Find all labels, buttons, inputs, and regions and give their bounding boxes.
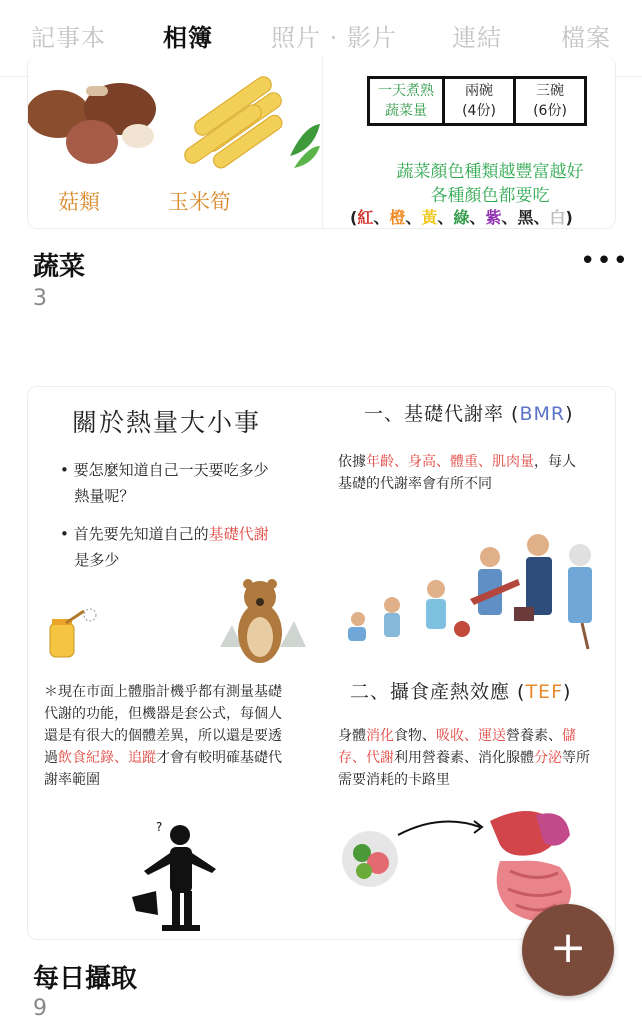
- note-line-4-pre: 過: [44, 750, 58, 766]
- table-row-label-1: 一天煮熟: [378, 83, 434, 99]
- album-cover-daily-intake[interactable]: [27, 386, 616, 940]
- honey-jar-icon: [46, 605, 102, 665]
- bullet-1-line-2: 熱量呢？: [74, 487, 135, 505]
- note-line-4: [44, 747, 314, 769]
- bmr-title-highlight: BMR: [519, 403, 566, 425]
- color-purple: 紫: [485, 208, 502, 227]
- baby-corn-illustration: [158, 70, 298, 170]
- tef-title-post: ): [563, 681, 572, 703]
- colors-separator: 、: [469, 208, 486, 227]
- tef-line-2-post: 等所: [562, 750, 590, 766]
- bullet-2-highlight: 基礎代謝: [208, 525, 269, 543]
- colors-separator: 、: [373, 208, 390, 227]
- bmr-line-1: [338, 451, 608, 473]
- tef-line-1: [338, 725, 608, 747]
- note-line-5: 謝率範圍: [44, 772, 100, 788]
- tab-albums[interactable]: 相簿: [163, 24, 213, 52]
- tef-line-2-mid: 利用營養素、消化腺體: [394, 750, 534, 766]
- colors-separator: 、: [405, 208, 422, 227]
- bullet-1-line-1: 要怎麼知道自己一天要吃多少: [73, 461, 269, 479]
- bmr-line-1-highlight: 年齡、身高、體重、肌肉量: [366, 454, 534, 470]
- tef-title: [350, 677, 571, 704]
- color-black: 黑: [517, 208, 534, 227]
- album-title[interactable]: 蔬菜: [33, 252, 86, 282]
- tef-line-1-highlight-1: 消化: [366, 728, 394, 744]
- table-three-bowls: 三碗: [536, 83, 564, 99]
- green-vegetable-illustration: [286, 116, 322, 176]
- tef-title-pre: 二、攝食產熱效應 (: [350, 681, 526, 703]
- bmr-description: [338, 451, 608, 495]
- vegetable-note-line-2: 各種顏色都要吃: [430, 186, 550, 206]
- tef-line-1-mid-2: 營養素、: [506, 728, 562, 744]
- bmr-line-2: 基礎的代謝率會有所不同: [338, 476, 492, 492]
- tef-description: [338, 725, 608, 791]
- table-row-label-2: 蔬菜量: [385, 103, 427, 119]
- bmr-title-post: ): [565, 403, 574, 425]
- album-cover-vegetables[interactable]: [27, 56, 616, 229]
- color-white: 白: [549, 208, 566, 227]
- calorie-bullet-2: • 首先要先知道自己的基礎代謝 是多少: [60, 525, 269, 569]
- color-orange: 橙: [389, 208, 406, 227]
- tef-line-1-highlight-2: 吸收、運送: [436, 728, 506, 744]
- tef-title-highlight: TEF: [525, 681, 563, 703]
- bmr-title: [364, 399, 574, 426]
- color-green: 綠: [453, 208, 470, 227]
- svg-text:?: ?: [156, 820, 163, 834]
- tab-notes[interactable]: 記事本: [31, 24, 106, 52]
- vegetable-note-line-1: 蔬菜顏色種類越豐富越好: [396, 162, 584, 182]
- bmr-line-1-post: ，每人: [534, 454, 576, 470]
- note-line-3: 還是有很大的個體差異，所以還是要透: [44, 728, 282, 744]
- tab-files[interactable]: 檔案: [561, 24, 611, 52]
- table-six-portions: (6份): [533, 103, 567, 119]
- bullet-2-post: 是多少: [74, 551, 120, 569]
- colors-close-paren: ): [565, 208, 573, 227]
- bullet-2-pre: 首先要先知道自己的: [73, 525, 209, 543]
- album-title[interactable]: 每日攝取: [33, 964, 138, 994]
- tef-line-1-pre: 身體: [338, 728, 366, 744]
- table-two-bowls: 兩碗: [465, 83, 493, 99]
- color-red: 紅: [357, 208, 374, 227]
- note-line-2: 代謝的功能，但機器是套公式，每個人: [44, 706, 282, 722]
- baby-corn-label: 玉米筍: [168, 190, 231, 214]
- tef-line-2: [338, 747, 608, 769]
- tab-photos-videos[interactable]: 照片 · 影片: [271, 24, 397, 52]
- mushroom-label: 菇類: [58, 190, 100, 214]
- bear-illustration: [214, 577, 308, 667]
- bmr-measurement-note: [44, 681, 314, 791]
- note-line-4-post: 才會有較明確基礎代: [156, 750, 282, 766]
- mushroom-illustration: [28, 74, 158, 174]
- tef-line-2-highlight-2: 分泌: [534, 750, 562, 766]
- bmr-line-1-pre: 依據: [338, 454, 366, 470]
- tef-line-2-highlight: 存、代謝: [338, 750, 394, 766]
- vegetable-colors-list: [350, 205, 573, 228]
- album-count: 9: [33, 996, 47, 1021]
- table-four-portions: (4份): [462, 103, 496, 119]
- tef-line-1-mid: 食物、: [394, 728, 436, 744]
- plus-icon: +: [549, 922, 587, 973]
- album-count: 3: [33, 286, 47, 311]
- person-on-scale-illustration: [128, 819, 228, 935]
- preview-divider: [322, 56, 323, 228]
- colors-separator: 、: [501, 208, 518, 227]
- add-album-button[interactable]: [522, 904, 614, 996]
- calorie-heading: 關於熱量大小事: [72, 408, 262, 437]
- more-options-icon[interactable]: •••: [580, 246, 630, 276]
- colors-separator: 、: [437, 208, 454, 227]
- colors-separator: 、: [533, 208, 550, 227]
- note-line-1: ＊現在市面上體脂計機乎都有測量基礎: [44, 684, 282, 700]
- tab-links[interactable]: 連結: [452, 24, 502, 52]
- age-growth-illustration: [340, 523, 606, 655]
- tef-line-3: 需要消耗的卡路里: [338, 772, 450, 788]
- vegetable-amount-table: [367, 76, 587, 126]
- colors-open-paren: (: [350, 208, 358, 227]
- bmr-title-pre: 一、基礎代謝率 (: [364, 403, 520, 425]
- color-yellow: 黃: [421, 208, 438, 227]
- calorie-bullet-1: • 要怎麼知道自己一天要吃多少 熱量呢？: [60, 461, 269, 505]
- note-line-4-highlight: 飲食紀錄、追蹤: [58, 750, 156, 766]
- tef-line-1-highlight-3: 儲: [562, 728, 576, 744]
